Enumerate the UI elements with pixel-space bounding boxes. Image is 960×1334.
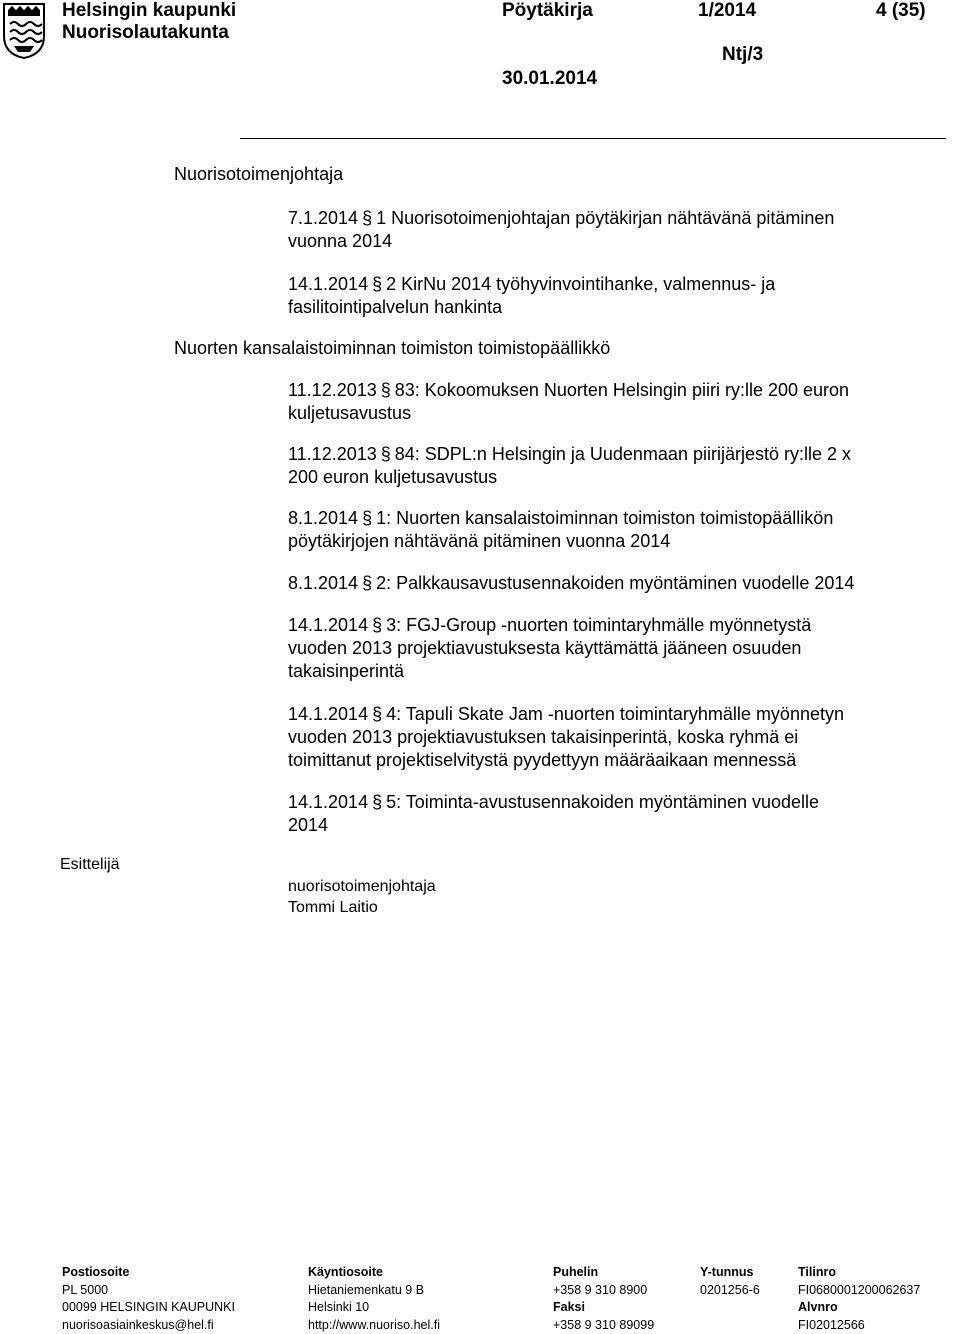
list-item: 8.1.2014 § 1: Nuorten kansalaistoiminnan toimiston toimistopäällikön pöytäkirjojen nähtävänä pitäminen vuonna 2014 [288, 507, 948, 553]
section-heading-youth-director: Nuorisotoimenjohtaja [174, 164, 343, 185]
page-number: 4 (35) [876, 0, 926, 22]
list-item: 11.12.2013 § 83: Kokoomuksen Nuorten Helsingin piiri ry:lle 200 euron kuljetusavustus [288, 379, 948, 425]
footer-visiting-address: Käyntiosoite Hietaniemenkatu 9 B Helsinki 10 http://www.nuoriso.hel.fi [308, 1264, 440, 1334]
list-item: 8.1.2014 § 2: Palkkausavustusennakoiden myöntäminen vuodelle 2014 [288, 572, 948, 595]
case-id: Ntj/3 [722, 44, 763, 66]
list-item: 14.1.2014 § 5: Toiminta-avustusennakoiden myöntäminen vuodelle 2014 [288, 791, 948, 837]
section-heading-office-manager: Nuorten kansalaistoiminnan toimiston toimistopäällikkö [174, 338, 610, 359]
footer-email: nuorisoasiainkeskus@hel.fi [62, 1317, 235, 1334]
footer-phone: Puhelin +358 9 310 8900 Faksi +358 9 310 89099 [553, 1264, 654, 1334]
document-type: Pöytäkirja [502, 0, 593, 22]
list-item: 14.1.2014 § 2 KirNu 2014 työhyvinvointihanke, valmennus- ja fasilitointipalvelun hankinta [288, 273, 948, 319]
document-number: 1/2014 [698, 0, 756, 22]
document-date: 30.01.2014 [502, 68, 597, 90]
list-item: 14.1.2014 § 3: FGJ-Group -nuorten toimintaryhmälle myönnetystä vuoden 2013 projektiavustuksesta käyttämättä jääneen osuuden takaisinperintä [288, 614, 948, 683]
list-item: 11.12.2013 § 84: SDPL:n Helsingin ja Uudenmaan piirijärjestö ry:lle 2 x 200 euron kuljetusavustus [288, 443, 948, 489]
presenter-block [288, 876, 436, 918]
board-name: Nuorisolautakunta [62, 22, 229, 44]
list-item: 7.1.2014 § 1 Nuorisotoimenjohtajan pöytäkirjan nähtävänä pitäminen vuonna 2014 [288, 207, 948, 253]
city-name: Helsingin kaupunki [62, 0, 236, 22]
helsinki-crest-logo [2, 2, 46, 60]
presenter-label: Esittelijä [60, 856, 120, 874]
presenter-name: Tommi Laitio [288, 897, 436, 918]
footer-website: http://www.nuoriso.hel.fi [308, 1317, 440, 1334]
header-divider [240, 138, 946, 139]
footer-account: Tilinro FI0680001200062637 Alvnro FI02012566 [798, 1264, 920, 1334]
footer-postal-address: Postiosoite PL 5000 00099 HELSINGIN KAUPUNKI nuorisoasiainkeskus@hel.fi [62, 1264, 235, 1334]
list-item: 14.1.2014 § 4: Tapuli Skate Jam -nuorten toimintaryhmälle myönnetyn vuoden 2013 projektiavustuksen takaisinperintä, koska ryhmä ei toimittanut projektiselvitystä pyydettyyn määräaikaan mennessä [288, 703, 948, 772]
footer-business-id: Y-tunnus 0201256-6 [700, 1264, 760, 1299]
presenter-title: nuorisotoimenjohtaja [288, 876, 436, 897]
